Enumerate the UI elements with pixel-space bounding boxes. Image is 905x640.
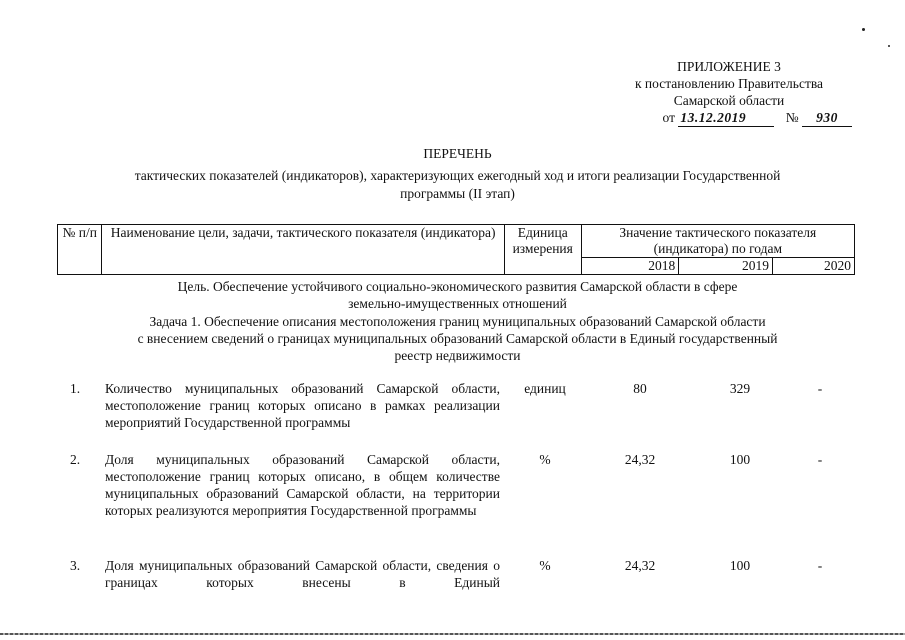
title-line-1: тактических показателей (индикаторов), характеризующих ежегодный ход и итоги реализации Государственной <box>134 168 781 183</box>
row-indicator-name: Доля муниципальных образований Самарской области, сведения о границах которых внесены в Единый <box>105 558 500 590</box>
row-indicator-name: Доля муниципальных образований Самарской области, местоположение границ которых описано, в общем количестве муниципальных образований Самарской области, на территории которых реализуются мероприятия Государственной программы <box>105 452 500 518</box>
row-number: 3. <box>70 558 81 573</box>
row-indicator-name: Количество муниципальных образований Самарской области, местоположение границ которых описано в рамках реализации мероприятий Государственной программы <box>105 381 500 430</box>
row-value-2018: 24,32 <box>624 558 656 573</box>
appendix-block <box>600 58 858 126</box>
row-unit: % <box>539 558 551 573</box>
row-value-2018: 80 <box>633 381 647 396</box>
page-bottom-edge <box>0 633 905 635</box>
task-line-2: с внесением сведений о границах муниципальных образований Самарской области в Единый государственный <box>137 331 778 346</box>
row-number: 1. <box>70 381 81 396</box>
task-heading <box>60 313 855 364</box>
number-prefix: № <box>785 110 799 125</box>
year-2020-header: 2020 <box>772 258 854 275</box>
row-unit: единиц <box>524 381 566 396</box>
table-row <box>60 380 855 440</box>
date-prefix: от <box>662 110 675 125</box>
table-row <box>60 451 855 541</box>
indicators-table-header <box>57 224 855 275</box>
col-number-header: № п/п <box>58 225 102 275</box>
col-unit-header: Единица измерения <box>504 225 581 275</box>
row-value-2018: 24,32 <box>624 452 656 467</box>
task-line-1: Задача 1. Обеспечение описания местоположения границ муниципальных образований Самарской области <box>149 314 766 329</box>
date-value: 13.12.2019 <box>678 109 774 127</box>
appendix-region: Самарской области <box>673 93 785 108</box>
row-value-2020: - <box>817 558 823 573</box>
appendix-title: ПРИЛОЖЕНИЕ 3 <box>677 59 781 74</box>
title-heading: ПЕРЕЧЕНЬ <box>423 146 492 161</box>
col-name-header: Наименование цели, задачи, тактического показателя (индикатора) <box>102 225 504 275</box>
goal-line-2: земельно-имущественных отношений <box>348 296 567 311</box>
row-value-2020: - <box>817 452 823 467</box>
appendix-date-number <box>600 109 858 126</box>
scan-speck <box>888 45 890 47</box>
row-value-2019: 329 <box>729 381 751 396</box>
row-value-2019: 100 <box>729 452 751 467</box>
year-2019-header: 2019 <box>679 258 773 275</box>
row-unit: % <box>539 452 551 467</box>
goal-line-1: Цель. Обеспечение устойчивого социально-экономического развития Самарской области в сфере <box>177 279 738 294</box>
appendix-resolution: к постановлению Правительства <box>634 76 824 91</box>
goal-heading <box>60 278 855 312</box>
year-2018-header: 2018 <box>581 258 679 275</box>
row-number: 2. <box>70 452 81 467</box>
document-title <box>60 145 855 203</box>
task-line-3: реестр недвижимости <box>394 348 521 363</box>
col-values-header: Значение тактического показателя (индикатора) по годам <box>581 225 854 258</box>
number-value: 930 <box>802 109 852 127</box>
title-line-2: программы (II этап) <box>400 186 515 201</box>
scan-speck <box>862 28 865 31</box>
table-row <box>60 557 855 597</box>
row-value-2019: 100 <box>729 558 751 573</box>
row-value-2020: - <box>817 381 823 396</box>
